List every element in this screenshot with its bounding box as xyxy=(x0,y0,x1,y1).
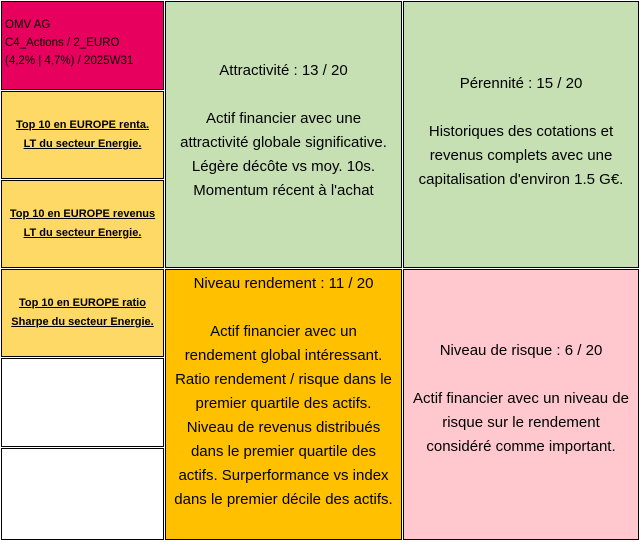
side-label-renta xyxy=(1,91,164,179)
attractivite-text-line: Actif financier avec une xyxy=(205,110,362,127)
risque-text-line: Actif financier avec un niveau de xyxy=(413,390,629,407)
rendement-text-line: dans le premier décile des actifs. xyxy=(174,491,393,508)
rendement-panel xyxy=(165,269,402,540)
risque-title: Niveau de risque : 6 / 20 xyxy=(439,342,603,359)
attractivite-title: Attractivité : 13 / 20 xyxy=(219,62,348,79)
attractivite-panel xyxy=(165,1,402,268)
rendement-text-line: actifs. Surperformance vs index xyxy=(178,467,389,484)
rendement-text-line: dans le premier quartile des xyxy=(190,443,377,460)
attractivite-text-line: Momentum récent à l'achat xyxy=(193,182,374,199)
perennite-text-line: capitalisation d'environ 1.5 G€. xyxy=(418,171,624,188)
side-label-line: LT du secteur Energie. xyxy=(23,227,142,239)
attractivite-text-line: attractivité globale significative. xyxy=(180,134,387,151)
asset-header xyxy=(1,1,164,90)
attractivite-text-line: Légère décôte vs moy. 10s. xyxy=(191,158,376,175)
side-label-line: Top 10 en EUROPE ratio xyxy=(19,297,146,309)
risque-text-line: risque sur le rendement xyxy=(442,414,600,431)
perennite-text-line: Historiques des cotations et xyxy=(428,123,614,140)
risque-panel xyxy=(403,269,639,540)
asset-yields: (4,2% | 4,7%) / 2025W31 xyxy=(5,55,134,67)
empty-cell xyxy=(1,448,164,540)
side-label-line: LT du secteur Energie. xyxy=(23,138,142,150)
asset-category: C4_Actions / 2_EURO xyxy=(5,37,120,49)
rendement-text-line: Niveau de revenus distribués xyxy=(186,419,381,436)
rendement-title: Niveau rendement : 11 / 20 xyxy=(193,275,374,292)
rendement-text-line: Ratio rendement / risque dans le xyxy=(175,371,392,388)
rendement-text-line: premier quartile des actifs. xyxy=(195,395,372,412)
company-name: OMV AG xyxy=(5,19,51,31)
side-label-line: Sharpe du secteur Energie. xyxy=(11,316,154,328)
rendement-text-line: rendement global intéressant. xyxy=(184,347,383,364)
risque-text-line: considéré comme important. xyxy=(426,438,616,455)
perennite-panel xyxy=(403,1,639,268)
perennite-title: Pérennité : 15 / 20 xyxy=(459,75,583,92)
rendement-text-line: Actif financier avec un xyxy=(210,323,357,340)
perennite-text-line: revenus complets avec une xyxy=(429,147,613,164)
side-label-line: Top 10 en EUROPE revenus xyxy=(9,208,156,220)
side-label-sharpe xyxy=(1,269,164,357)
side-label-revenus xyxy=(1,180,164,268)
side-label-line: Top 10 en EUROPE renta. xyxy=(15,119,150,131)
empty-cell xyxy=(1,358,164,447)
